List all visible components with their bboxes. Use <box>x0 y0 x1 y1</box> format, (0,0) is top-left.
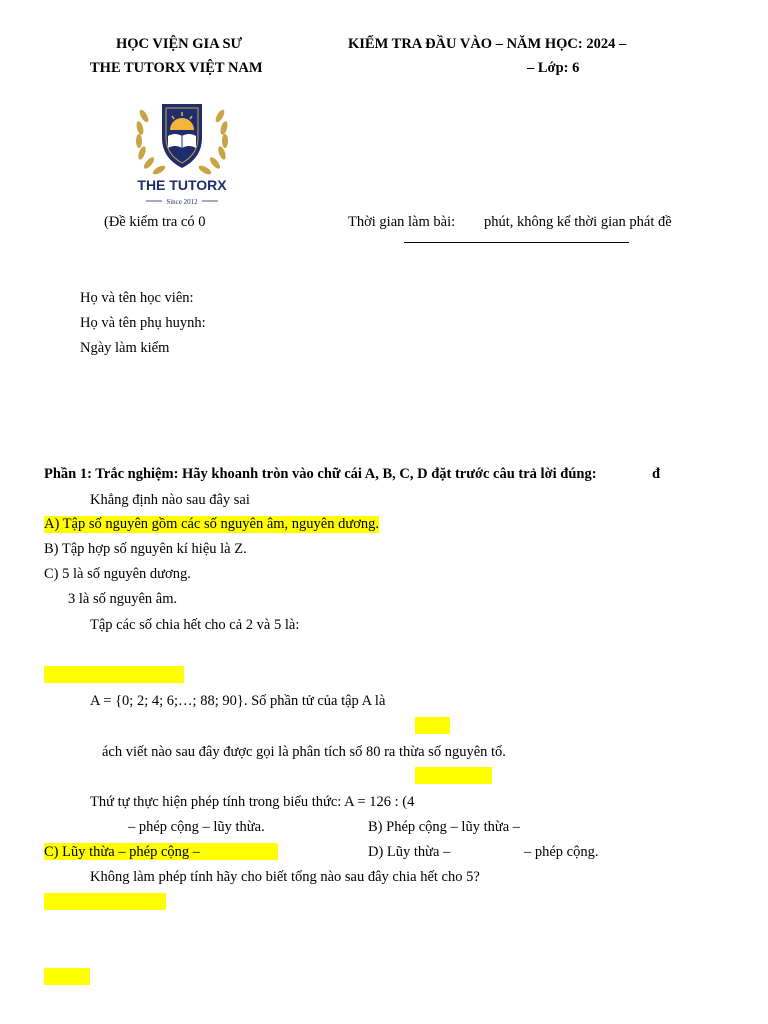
q2-answer-highlight <box>44 666 184 683</box>
grade-label: – Lớp: 6 <box>527 60 580 76</box>
student-name-label: Họ và tên học viên: <box>80 290 194 306</box>
q5-option-a: – phép cộng – lũy thừa. <box>128 819 265 835</box>
parent-name-label: Họ và tên phụ huynh: <box>80 315 206 331</box>
next-answer-highlight <box>44 968 90 985</box>
time-label: Thời gian làm bài: <box>348 214 456 230</box>
logo-since-text: Since 2012 <box>166 198 198 206</box>
q4-answer-highlight <box>415 767 492 784</box>
tutorx-logo <box>132 86 232 210</box>
org-name-line1: HỌC VIỆN GIA SƯ <box>116 36 243 52</box>
q5-option-d-part2: – phép cộng. <box>524 844 599 860</box>
exam-title: KIỂM TRA ĐẦU VÀO – NĂM HỌC: 2024 – <box>348 36 627 52</box>
page-count-note: (Đề kiểm tra có 0 <box>104 214 206 230</box>
q5-option-d-part1: D) Lũy thừa – <box>368 844 451 860</box>
q3-answer-highlight <box>415 717 450 734</box>
q1-option-d: 3 là số nguyên âm. <box>68 591 178 607</box>
q2-prompt: Tập các số chia hết cho cả 2 và 5 là: <box>90 617 300 633</box>
q5-option-c: C) Lũy thừa – phép cộng – <box>44 844 201 860</box>
q1-option-a: A) Tập số nguyên gồm các số nguyên âm, nguyên dương. <box>44 516 380 532</box>
tutorx-logo-graphic <box>132 86 232 210</box>
q3-prompt: A = {0; 2; 4; 6;…; 88; 90}. Số phần tử của tập A là <box>90 693 386 709</box>
q6-answer-highlight <box>44 893 166 910</box>
q5-prompt: Thứ tự thực hiện phép tính trong biểu thức: A = 126 : (4 <box>90 794 415 810</box>
part1-heading-tail: đ <box>652 466 661 482</box>
q1-prompt: Khẳng định nào sau đây sai <box>90 492 250 508</box>
time-note: phút, không kể thời gian phát đề <box>484 214 672 230</box>
part1-heading: Phần 1: Trắc nghiệm: Hãy khoanh tròn vào chữ cái A, B, C, D đặt trước câu trả lời đúng: <box>44 466 597 482</box>
q1-option-b: B) Tập hợp số nguyên kí hiệu là Z. <box>44 541 247 557</box>
header-divider <box>404 242 629 243</box>
test-date-label: Ngày làm kiểm <box>80 340 170 356</box>
q5-option-b: B) Phép cộng – lũy thừa – <box>368 819 521 835</box>
q1-option-c: C) 5 là số nguyên dương. <box>44 566 191 582</box>
logo-brand-text: THE TUTORX <box>137 177 227 193</box>
q6-prompt: Không làm phép tính hãy cho biết tổng nào sau đây chia hết cho 5? <box>90 869 480 885</box>
org-name-line2: THE TUTORX VIỆT NAM <box>90 60 263 76</box>
q4-prompt: ách viết nào sau đây được gọi là phân tích số 80 ra thừa số nguyên tố. <box>102 744 506 760</box>
